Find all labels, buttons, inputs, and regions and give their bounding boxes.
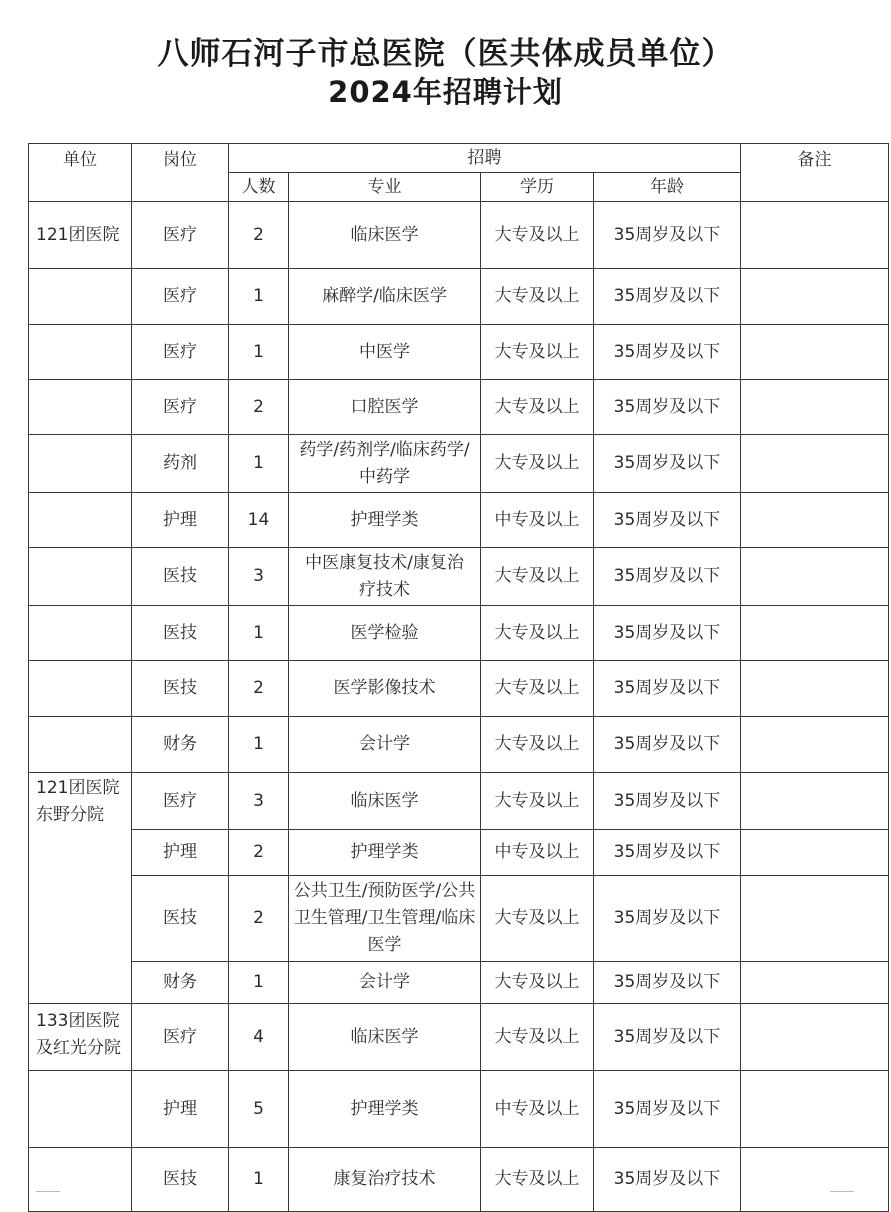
header-post: 岗位 [132, 144, 229, 202]
age-cell: 35周岁及以下 [594, 606, 741, 661]
major-text: 医学检验 [350, 622, 419, 643]
education-cell: 大专及以上 [481, 962, 594, 1004]
unit-cell [29, 380, 132, 435]
count-cell: 2 [229, 876, 289, 962]
header-major: 专业 [289, 173, 481, 202]
count-cell: 1 [229, 269, 289, 325]
age-cell: 35周岁及以下 [594, 1071, 741, 1148]
remark-cell [741, 773, 889, 830]
table-row [29, 493, 889, 548]
table-row [29, 435, 889, 493]
major-cell [289, 661, 481, 717]
major-cell [289, 606, 481, 661]
remark-cell [741, 269, 889, 325]
remark-cell [741, 380, 889, 435]
major-text: 护理学类 [350, 509, 419, 530]
major-text: 药学/药剂学/临床药学/中药学 [299, 439, 470, 487]
page-corner-mark-right [830, 1191, 854, 1200]
recruitment-plan-table [28, 143, 889, 1212]
major-text: 中医学 [359, 341, 410, 362]
major-cell [289, 717, 481, 773]
major-text: 中医康复技术/康复治疗技术 [305, 552, 464, 600]
header-row-1 [29, 144, 889, 173]
major-cell [289, 1148, 481, 1212]
unit-cell [29, 269, 132, 325]
major-text: 公共卫生/预防医学/公共卫生管理/卫生管理/临床医学 [293, 881, 476, 955]
major-cell [289, 202, 481, 269]
age-cell: 35周岁及以下 [594, 380, 741, 435]
post-cell: 医疗 [132, 380, 229, 435]
education-cell: 大专及以上 [481, 876, 594, 962]
major-text: 会计学 [359, 972, 410, 992]
table-row [29, 1148, 889, 1212]
major-text: 麻醉学/临床医学 [322, 286, 447, 306]
count-cell: 2 [229, 202, 289, 269]
count-cell: 3 [229, 773, 289, 830]
age-cell: 35周岁及以下 [594, 717, 741, 773]
education-cell: 大专及以上 [481, 435, 594, 493]
remark-cell [741, 325, 889, 380]
unit-cell [29, 606, 132, 661]
education-cell: 大专及以上 [481, 325, 594, 380]
major-text: 口腔医学 [350, 396, 419, 417]
major-cell [289, 876, 481, 962]
education-cell: 大专及以上 [481, 380, 594, 435]
table-row [29, 202, 889, 269]
table-row [29, 325, 889, 380]
age-cell: 35周岁及以下 [594, 269, 741, 325]
unit-name: 121团医院东野分院 [36, 778, 120, 825]
post-cell: 医疗 [132, 1004, 229, 1071]
major-cell [289, 1071, 481, 1148]
remark-cell [741, 1071, 889, 1148]
major-text: 护理学类 [350, 1098, 419, 1119]
header-recruit: 招聘 [229, 144, 741, 173]
remark-cell [741, 661, 889, 717]
table-row [29, 548, 889, 606]
post-cell: 护理 [132, 830, 229, 876]
unit-cell [29, 325, 132, 380]
education-cell: 大专及以上 [481, 548, 594, 606]
age-cell: 35周岁及以下 [594, 876, 741, 962]
major-text: 医学影像技术 [333, 678, 436, 698]
count-cell: 2 [229, 830, 289, 876]
table-row [29, 606, 889, 661]
count-cell: 3 [229, 548, 289, 606]
education-cell: 大专及以上 [481, 773, 594, 830]
post-cell: 财务 [132, 962, 229, 1004]
major-cell [289, 773, 481, 830]
major-cell [289, 269, 481, 325]
age-cell: 35周岁及以下 [594, 435, 741, 493]
remark-cell [741, 1004, 889, 1071]
remark-cell [741, 876, 889, 962]
major-text: 临床医学 [350, 224, 419, 245]
remark-cell [741, 548, 889, 606]
major-text: 临床医学 [350, 1026, 419, 1047]
unit-cell [29, 717, 132, 773]
post-cell: 医技 [132, 876, 229, 962]
major-cell [289, 548, 481, 606]
count-cell: 5 [229, 1071, 289, 1148]
post-cell: 医疗 [132, 773, 229, 830]
post-cell: 医技 [132, 606, 229, 661]
table-body [29, 202, 889, 1212]
remark-cell [741, 435, 889, 493]
major-cell [289, 493, 481, 548]
major-text: 临床医学 [350, 790, 419, 811]
unit-cell [29, 661, 132, 717]
age-cell: 35周岁及以下 [594, 202, 741, 269]
unit-cell [29, 548, 132, 606]
unit-cell [29, 493, 132, 548]
age-cell: 35周岁及以下 [594, 1148, 741, 1212]
count-cell: 1 [229, 325, 289, 380]
education-cell: 大专及以上 [481, 202, 594, 269]
education-cell: 大专及以上 [481, 1004, 594, 1071]
age-cell: 35周岁及以下 [594, 830, 741, 876]
major-text: 康复治疗技术 [333, 1169, 436, 1189]
education-cell: 中专及以上 [481, 1071, 594, 1148]
table-row [29, 830, 889, 876]
education-cell: 大专及以上 [481, 661, 594, 717]
table-row [29, 962, 889, 1004]
table-row [29, 1004, 889, 1071]
major-text: 会计学 [359, 734, 410, 754]
post-cell: 医疗 [132, 202, 229, 269]
major-cell [289, 380, 481, 435]
major-cell [289, 325, 481, 380]
header-count: 人数 [229, 173, 289, 202]
count-cell: 4 [229, 1004, 289, 1071]
age-cell: 35周岁及以下 [594, 493, 741, 548]
unit-cell [29, 1071, 132, 1148]
unit-name: 133团医院及红光分院 [36, 1011, 121, 1058]
count-cell: 1 [229, 1148, 289, 1212]
major-cell [289, 962, 481, 1004]
major-cell [289, 435, 481, 493]
count-cell: 1 [229, 717, 289, 773]
remark-cell [741, 717, 889, 773]
page-corner-mark-left [36, 1191, 60, 1200]
post-cell: 护理 [132, 1071, 229, 1148]
age-cell: 35周岁及以下 [594, 773, 741, 830]
education-cell: 大专及以上 [481, 269, 594, 325]
education-cell: 中专及以上 [481, 493, 594, 548]
count-cell: 2 [229, 380, 289, 435]
document-subtitle: 2024年招聘计划 [328, 75, 563, 109]
document-title: 八师石河子市总医院（医共体成员单位） [157, 36, 734, 72]
header-remark: 备注 [741, 144, 889, 202]
age-cell: 35周岁及以下 [594, 548, 741, 606]
post-cell: 医疗 [132, 325, 229, 380]
post-cell: 医疗 [132, 269, 229, 325]
education-cell: 大专及以上 [481, 717, 594, 773]
table-row [29, 1071, 889, 1148]
age-cell: 35周岁及以下 [594, 661, 741, 717]
table-row [29, 661, 889, 717]
header-age: 年龄 [594, 173, 741, 202]
post-cell: 药剂 [132, 435, 229, 493]
education-cell: 中专及以上 [481, 830, 594, 876]
major-cell [289, 830, 481, 876]
age-cell: 35周岁及以下 [594, 962, 741, 1004]
education-cell: 大专及以上 [481, 1148, 594, 1212]
table-row [29, 269, 889, 325]
remark-cell [741, 202, 889, 269]
unit-cell [29, 773, 132, 1004]
age-cell: 35周岁及以下 [594, 1004, 741, 1071]
education-cell: 大专及以上 [481, 606, 594, 661]
major-text: 护理学类 [350, 842, 419, 862]
count-cell: 2 [229, 661, 289, 717]
header-education: 学历 [481, 173, 594, 202]
age-cell: 35周岁及以下 [594, 325, 741, 380]
header-unit: 单位 [29, 144, 132, 202]
table-row [29, 717, 889, 773]
unit-cell [29, 1148, 132, 1212]
count-cell: 14 [229, 493, 289, 548]
count-cell: 1 [229, 962, 289, 1004]
remark-cell [741, 606, 889, 661]
remark-cell [741, 830, 889, 876]
count-cell: 1 [229, 606, 289, 661]
post-cell: 医技 [132, 1148, 229, 1212]
remark-cell [741, 1148, 889, 1212]
table-row [29, 773, 889, 830]
unit-cell: 121团医院 [29, 202, 132, 269]
remark-cell [741, 962, 889, 1004]
post-cell: 医技 [132, 661, 229, 717]
post-cell: 医技 [132, 548, 229, 606]
remark-cell [741, 493, 889, 548]
unit-cell [29, 435, 132, 493]
table-row [29, 876, 889, 962]
post-cell: 护理 [132, 493, 229, 548]
major-cell [289, 1004, 481, 1071]
unit-cell [29, 1004, 132, 1071]
count-cell: 1 [229, 435, 289, 493]
post-cell: 财务 [132, 717, 229, 773]
table-row [29, 380, 889, 435]
